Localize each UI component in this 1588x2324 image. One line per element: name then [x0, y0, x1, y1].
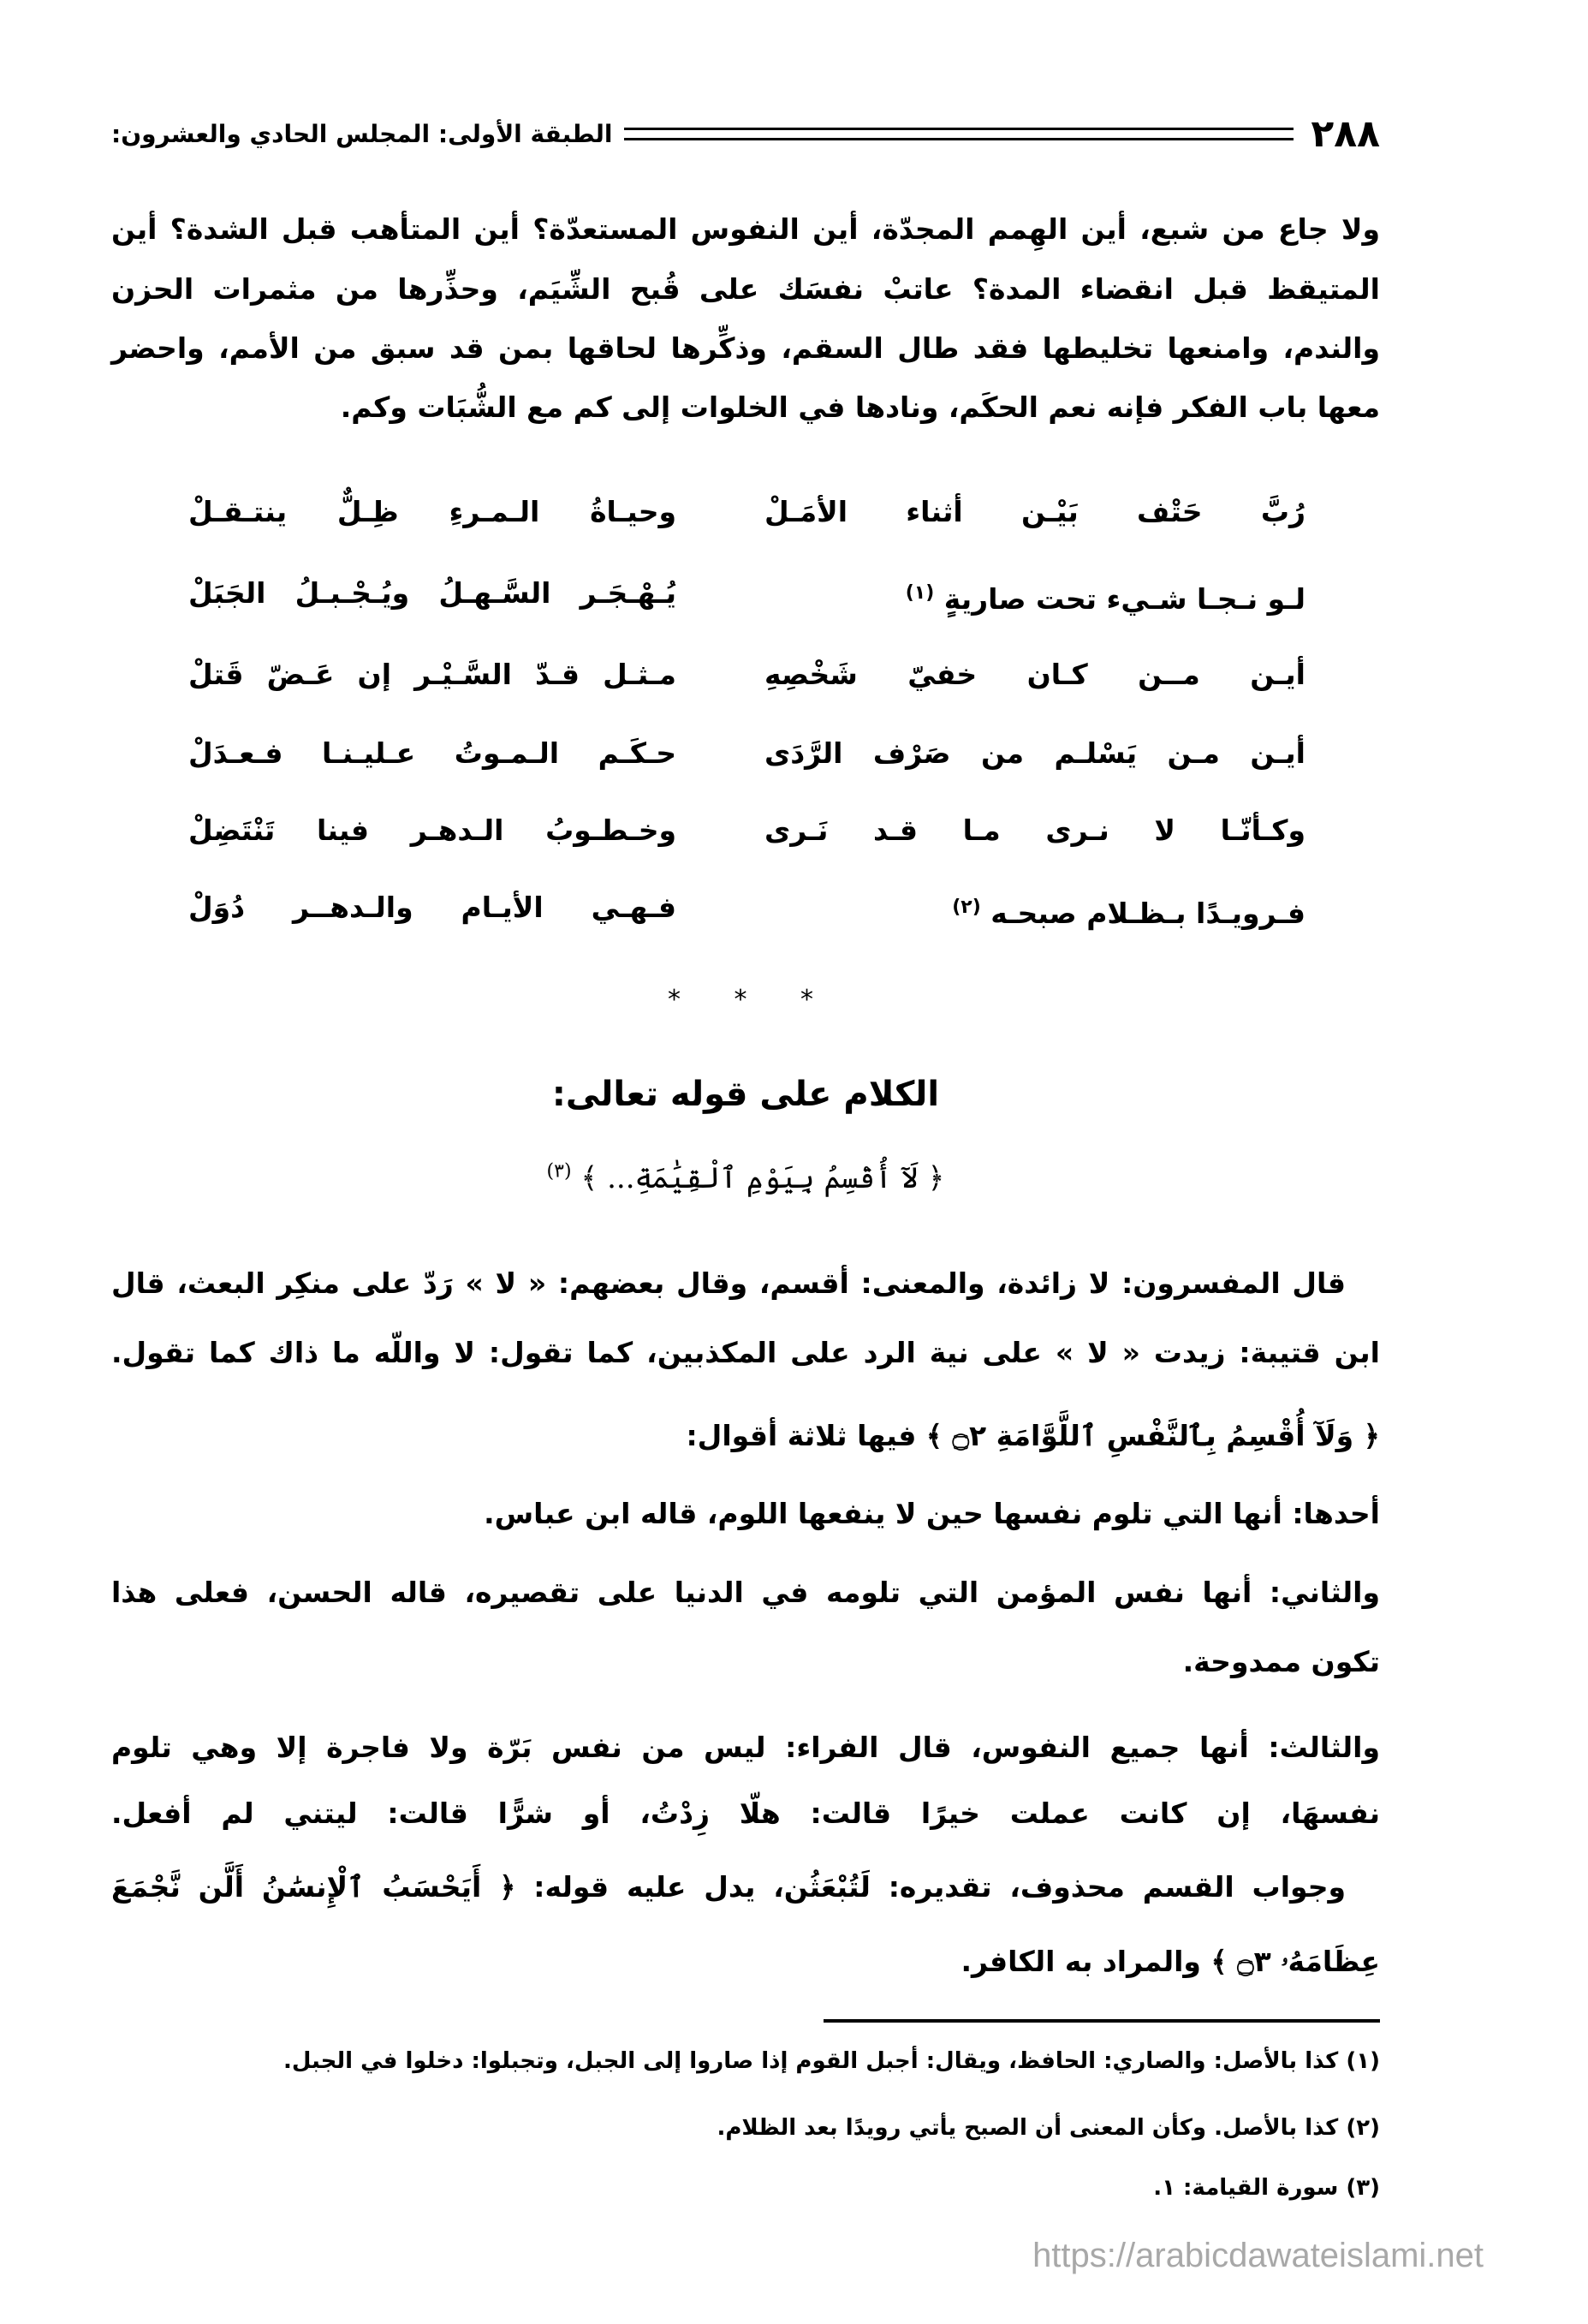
body-line: نفسهَا، إن كانت عملت خيرًا قالت: هلّا زِدْتُ، أو شرًّا قالت: ليتني لم أفعل. [111, 1797, 1380, 1830]
section-separator [668, 985, 813, 1015]
footnote: (٣) سورة القيامة: ١. [1153, 2175, 1380, 2201]
hemistich-text: رُبَّ حَتْف بَيْـن أثناء الأمَـلْ [764, 495, 1305, 528]
body-line: ﴿ وَلَآ أُقْسِمُ بِٱلنَّفْسِ ٱللَّوَّامَةِ ۝٢ ﴾ فيها ثلاثة أقوال: [686, 1419, 1380, 1452]
poem-hemistich-left: مـثـل قـدّ السَّـيْـر إن عَـضّ قَتلْ [188, 658, 676, 691]
footnote: (١) كذا بالأصل: والصاري: الحافظ، ويقال: أجبل القوم إذا صاروا إلى الجبل، وتجبلوا: دخلوا في الجبل. [283, 2048, 1380, 2074]
poem-hemistich-right [764, 491, 1305, 533]
watermark: https://arabicdawateislami.net [1032, 2237, 1484, 2274]
body-line: قال المفسرون: لا زائدة، والمعنى: أقسم، وقال بعضهم: « لا » رَدّ على منكِر البعث، قال [111, 1266, 1346, 1300]
poem-hemistich-right [764, 572, 1305, 621]
page-number: ٢٨٨ [1311, 111, 1380, 156]
running-head: الطبقة الأولى: المجلس الحادي والعشرون: [111, 119, 613, 148]
star: * [800, 985, 813, 1015]
hemistich-text: لـو نـجـا شـيء تحت صاريةٍ [943, 582, 1305, 616]
star: * [734, 985, 747, 1015]
hemistich-text: أيـن مـن يَسْلـم من صَرْف الرَّدَى [764, 736, 1305, 770]
poem-hemistich-left: وخـطـوبُ الـدهـر فينا تَنْتَضِلْ [188, 813, 676, 847]
poem-hemistich-left: فـهـي الأيـام والـدهــر دُوَلْ [188, 891, 676, 924]
footnote-ref: (٢) [952, 897, 981, 918]
poem-hemistich-right [764, 809, 1305, 852]
intro-line: المتيقظ قبل انقضاء المدة؟ عاتبْ نفسَك على قُبح الشِّيَم، وحذِّرها من مثمرات الحزن [111, 272, 1380, 306]
body-line: ابن قتيبة: زيدت « لا » على نية الرد على المكذبين، كما تقول: لا واللّه ما ذاك كما تقول. [111, 1336, 1380, 1369]
hemistich-text: أيـن مــن كـان خفيّ شَخْصِهِ [764, 658, 1305, 691]
hemistich-text: فـرويـدًا بـظـلام صبحـه [990, 897, 1305, 930]
body-line: أحدها: أنها التي تلوم نفسها حين لا ينفعها اللوم، قاله ابن عباس. [484, 1497, 1380, 1530]
poem-hemistich-left: وحيـاةُ الـمـرءِ ظِـلٌّ ينتـقـلْ [188, 495, 676, 528]
body-line: وجواب القسم محذوف، تقديره: لَتُبْعَثُن، يدل عليه قوله: ﴿ أَيَحْسَبُ ٱلْإِنسَٰنُ أَلَّن نَّجْمَعَ [111, 1870, 1346, 1904]
section-title: الكلام على قوله تعالى: [551, 1075, 940, 1114]
footnote: (٢) كذا بالأصل. وكأن المعنى أن الصبح يأتي رويدًا بعد الظلام. [717, 2115, 1380, 2141]
body-line: تكون ممدوحة. [1182, 1645, 1380, 1678]
poem-hemistich-left: يُـهْـجَـر السَّـهـلُ ويُـجْـبـلُ الجَبَلْ [188, 576, 676, 610]
body-line: والثاني: أنها نفس المؤمن التي تلومه في الدنيا على تقصيره، قاله الحسن، فعلى هذا [111, 1576, 1380, 1609]
poem-hemistich-right [764, 886, 1305, 935]
poem-hemistich-right [764, 732, 1305, 775]
footnote-ref: (١) [905, 582, 935, 604]
body-line: عِظَامَهُۥ ۝٣ ﴾ والمراد به الكافر. [961, 1945, 1380, 1978]
intro-line: ولا جاع من شبع، أين الهِمم المجدّة، أين النفوس المستعدّة؟ أين المتأهب قبل الشدة؟ أين [111, 212, 1380, 246]
star: * [668, 985, 681, 1015]
verse-text: ﴿ لَآ أُقْسِمُ بِيَوْمِ ٱلْقِيَٰمَةِ... ﴾ [580, 1161, 945, 1195]
footnote-ref: (٣) [546, 1160, 572, 1183]
hemistich-text: وكـأنّـا لا نـرى مـا قـد نَـرى [764, 813, 1305, 847]
poem-hemistich-left: حـكَـم الـمـوتُ عـليـنـا فـعـدَلْ [188, 736, 676, 770]
intro-line: والندم، وامنعها تخليطها فقد طال السقم، وذكِّرها لحاقها بمن قد سبق من الأمم، واحضر [111, 331, 1380, 365]
quran-verse [111, 1160, 1380, 1195]
body-line: والثالث: أنها جميع النفوس، قال الفراء: ليس من نفس بَرّة ولا فاجرة إلا وهي تلوم [111, 1731, 1380, 1764]
header-double-rule [624, 128, 1294, 140]
footnote-rule [824, 2019, 1380, 2023]
poem-hemistich-right [764, 653, 1305, 696]
page-header [111, 110, 1380, 158]
intro-line: معها باب الفكر فإنه نعم الحكَم، ونادها في الخلوات إلى كم مع الشُّبَات وكم. [340, 390, 1380, 424]
